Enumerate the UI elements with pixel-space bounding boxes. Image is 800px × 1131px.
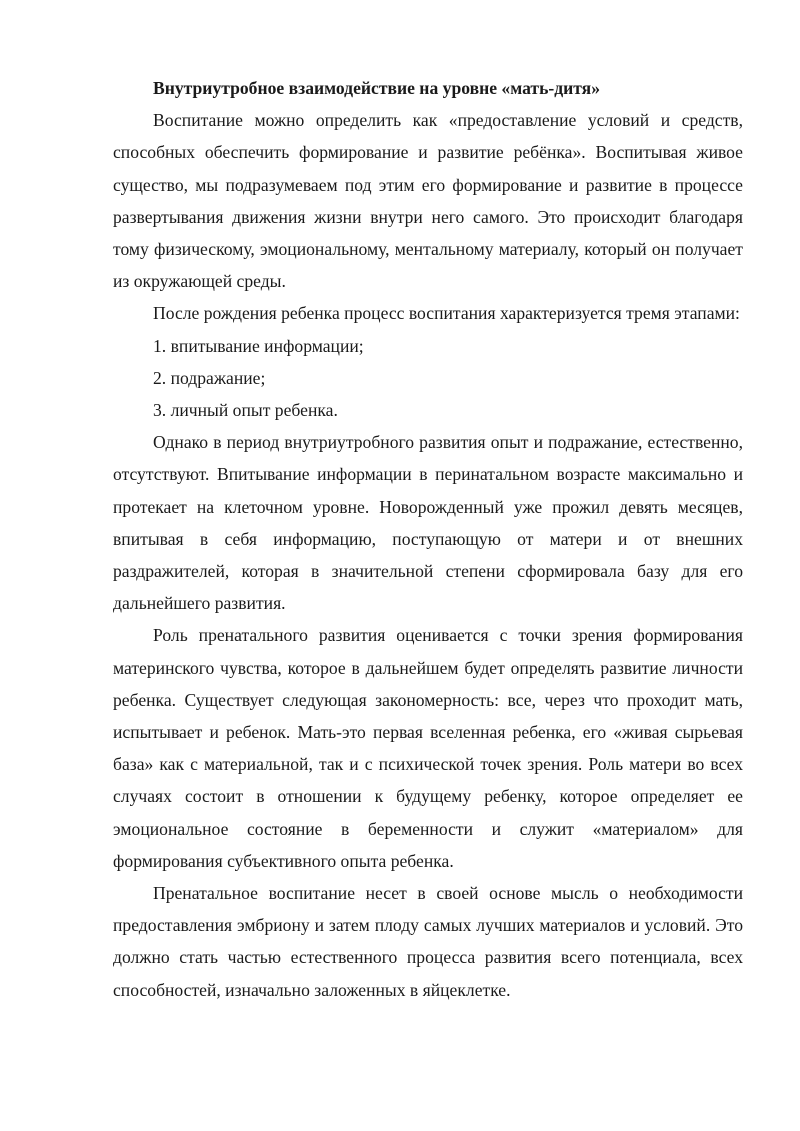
list-item-absorption: 1. впитывание информации; (153, 335, 364, 356)
document-title: Внутриутробное взаимодействие на уровне «мать-дитя» (153, 78, 600, 98)
paragraph-stages-intro: После рождения ребенка процесс воспитания характеризуется тремя этапами: (153, 303, 740, 324)
list-item-personal-experience: 3. личный опыт ребенка. (153, 400, 338, 421)
paragraph-prenatal-role: Роль пренатального развития оценивается с точки зрения формирования материнского чувства, которое в дальнейшем будет определять развитие личности ребенка. Существует следующая закономерность: все, через что проходит мать, испытывает и ребенок. Мать-это первая вселенная ребенка, его «живая сырьевая база» как с материальной, так и с психической точек зрения. Роль матери во всех случаях состоит в отношении к будущему ребенку, которое определяет ее эмоциональное состояние в беременности и служит «материалом» для формирования субъективного опыта ребенка. (113, 625, 743, 871)
document-body (113, 72, 743, 1006)
list-item-imitation: 2. подражание; (153, 367, 266, 388)
paragraph-intrauterine: Однако в период внутриутробного развития опыт и подражание, естественно, отсутствуют. Впитывание информации в перинатальном возрасте максимально и протекает на клеточном уровне. Новорожденный уже прожил девять месяцев, впитывая в себя информацию, поступающую от матери и от внешних раздражителей, которая в значительной степени сформировала базу для его дальнейшего развития. (113, 432, 743, 614)
paragraph-prenatal-education: Пренатальное воспитание несет в своей основе мысль о необходимости предоставления эмбриону и затем плоду самых лучших материалов и условий. Это должно стать частью естественного процесса развития всего потенциала, всех способностей, изначально заложенных в яйцеклетке. (113, 883, 743, 1000)
paragraph-definition: Воспитание можно определить как «предоставление условий и средств, способных обеспечить формирование и развитие ребёнка». Воспитывая живое существо, мы подразумеваем под этим его формирование и развитие в процессе развертывания движения жизни внутри него самого. Это происходит благодаря тому физическому, эмоциональному, ментальному материалу, который он получает из окружающей среды. (113, 110, 743, 292)
